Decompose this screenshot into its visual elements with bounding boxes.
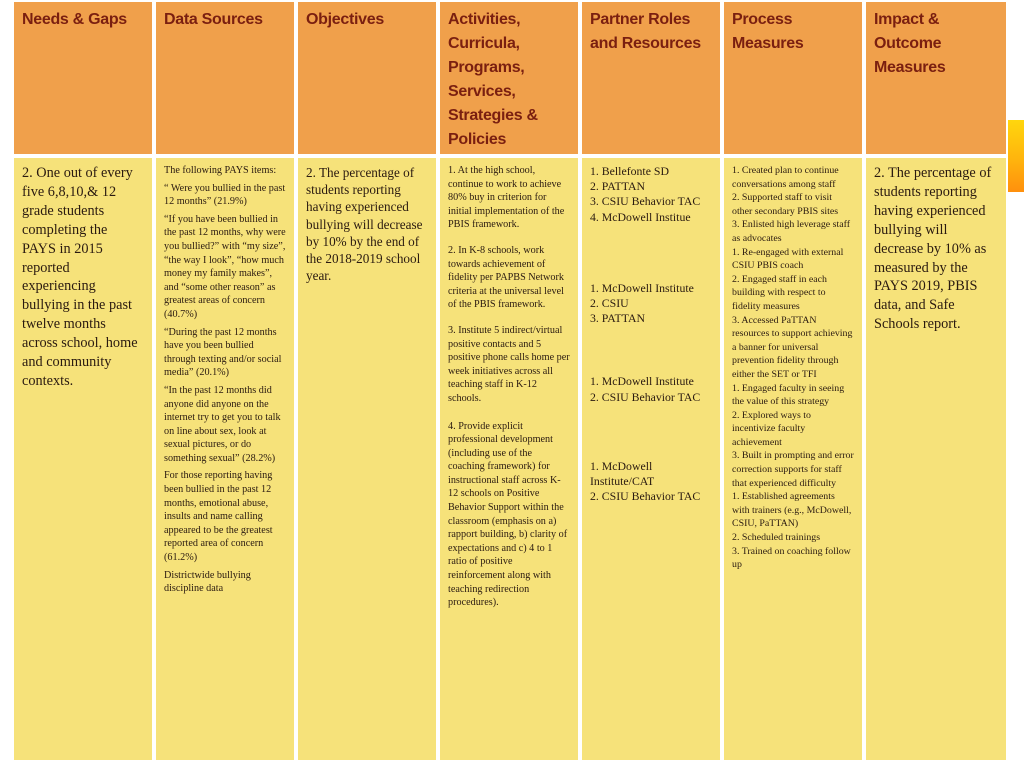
activity-item: 1. At the high school, continue to work to achieve 80% buy in criterion for initial implementation of the PBIS framework. <box>448 165 565 231</box>
partner-group-1 <box>590 164 712 225</box>
header-data-sources: Data Sources <box>154 0 296 156</box>
process-item: 1. Created plan to continue conversations among staff <box>732 165 839 190</box>
data-source-item: “In the past 12 months did anyone did anyone on the internet try to get you to talk on line about sex, look at sexual pictures, or do something sexual” (28.2%) <box>164 384 281 464</box>
header-partner-roles: Partner Roles and Resources <box>580 0 722 156</box>
data-source-item: For those reporting having been bullied in the past 12 months, emotional abuse, insults and name calling appeared to be the greatest reported area of concern (61.2%) <box>164 470 273 564</box>
partner-item: 1. McDowell Institute <box>590 280 694 295</box>
impact-outcome-cell: 2. The percentage of students reporting having experienced bullying will decrease by 10% as measured by the PAYS 2019, PBIS data, and Safe Schools report. <box>864 156 1008 762</box>
partner-item: 2. CSIU <box>590 296 629 311</box>
data-source-item: “ Were you bullied in the past 12 months” (21.9%) <box>164 182 286 208</box>
process-item: 1. Established agreements with trainers (e.g., McDowell, CSIU, PaTTAN) <box>732 491 852 530</box>
partner-item: 1. Bellefonte SD <box>590 164 669 178</box>
header-process-measures: Process Measures <box>722 0 864 156</box>
partner-group-3 <box>590 374 712 404</box>
partner-group-2 <box>590 281 712 327</box>
activity-item: 2. In K-8 schools, work towards achievement of fidelity per PAPBS Network criteria at the universal level of the PBIS framework. <box>448 244 564 311</box>
process-item: 2. Explored ways to incentivize faculty achievement <box>732 409 811 448</box>
partner-item: 2. CSIU Behavior TAC <box>590 389 701 404</box>
process-group-2 <box>732 246 854 382</box>
partner-item: 1. McDowell Institute <box>590 374 694 389</box>
header-needs-gaps: Needs & Gaps <box>12 0 154 156</box>
partner-group-4 <box>590 459 712 505</box>
header-objectives: Objectives <box>296 0 438 156</box>
process-item: 1. Engaged faculty in seeing the value of this strategy <box>732 382 845 408</box>
partner-item: 2. CSIU Behavior TAC <box>590 489 701 504</box>
partner-item: 1. McDowell Institute/CAT <box>590 458 655 489</box>
objectives-cell: 2. The percentage of students reporting having experienced bullying will decrease by 10% by the end of the 2018-2019 school year. <box>296 156 438 762</box>
process-item: 3. Accessed PaTTAN resources to support achieving a banner for universal prevention fidelity through either the SET or TFI <box>732 314 853 380</box>
process-item: 2. Engaged staff in each building with respect to fidelity measures <box>732 273 827 312</box>
process-item: 3. Built in prompting and error correction supports for staff that experienced difficulty <box>732 450 854 489</box>
data-source-item: “During the past 12 months have you been bullied through texting and/or social media” (20.1%) <box>164 326 282 379</box>
activity-item: 4. Provide explicit professional development (including use of the coaching framework) for instructional staff across K-12 schools on Positive Behavior Support within the classroom (emphasis on a) rapport building, b) clarity of expectations and c) 4 to 1 ratio of positive reinforcement along with teaching redirection procedures). <box>448 420 568 609</box>
data-source-item: The following PAYS items: <box>164 165 277 176</box>
process-item: 2. Scheduled trainings <box>732 532 821 544</box>
logic-model-table <box>12 0 1008 762</box>
process-item: 3. Enlisted high leverage staff as advocates <box>732 219 851 244</box>
process-group-3 <box>732 382 854 491</box>
process-group-1 <box>732 164 854 246</box>
header-impact-outcome: Impact & Outcome Measures <box>864 0 1008 156</box>
needs-gaps-cell: 2. One out of every five 6,8,10,& 12 grade students completing the PAYS in 2015 reported experiencing bullying in the past twelve months across school, home and community contexts. <box>12 156 154 762</box>
partner-item: 4. McDowell Institue <box>590 209 691 224</box>
activity-item: 3. Institute 5 indirect/virtual positive contacts and 5 positive phone calls home per week initiatives across all teaching staff in K-12 schools. <box>448 324 570 404</box>
partner-item: 3. CSIU Behavior TAC <box>590 194 701 209</box>
partner-item: 2. PATTAN <box>590 179 645 194</box>
process-item: 2. Supported staff to visit other secondary PBIS sites <box>732 192 839 217</box>
header-activities: Activities, Curricula, Programs, Services, Strategies & Policies <box>438 0 580 156</box>
process-item: 1. Re-engaged with external CSIU PBIS coach <box>732 246 844 272</box>
process-measures-cell <box>722 156 864 762</box>
data-source-item: “If you have been bullied in the past 12 months, why were you bullied?” with “my size”, “the way I look”, “how much money my family makes”, and “some other reason” as greatest areas of concern (40.7%) <box>164 213 286 320</box>
process-group-4 <box>732 490 854 572</box>
data-source-item: Districtwide bullying discipline data <box>164 569 251 595</box>
partner-roles-cell <box>580 156 722 762</box>
data-sources-cell <box>154 156 296 762</box>
process-item: 3. Trained on coaching follow up <box>732 545 851 571</box>
activities-cell <box>438 156 580 762</box>
partner-item: 3. PATTAN <box>590 311 645 326</box>
